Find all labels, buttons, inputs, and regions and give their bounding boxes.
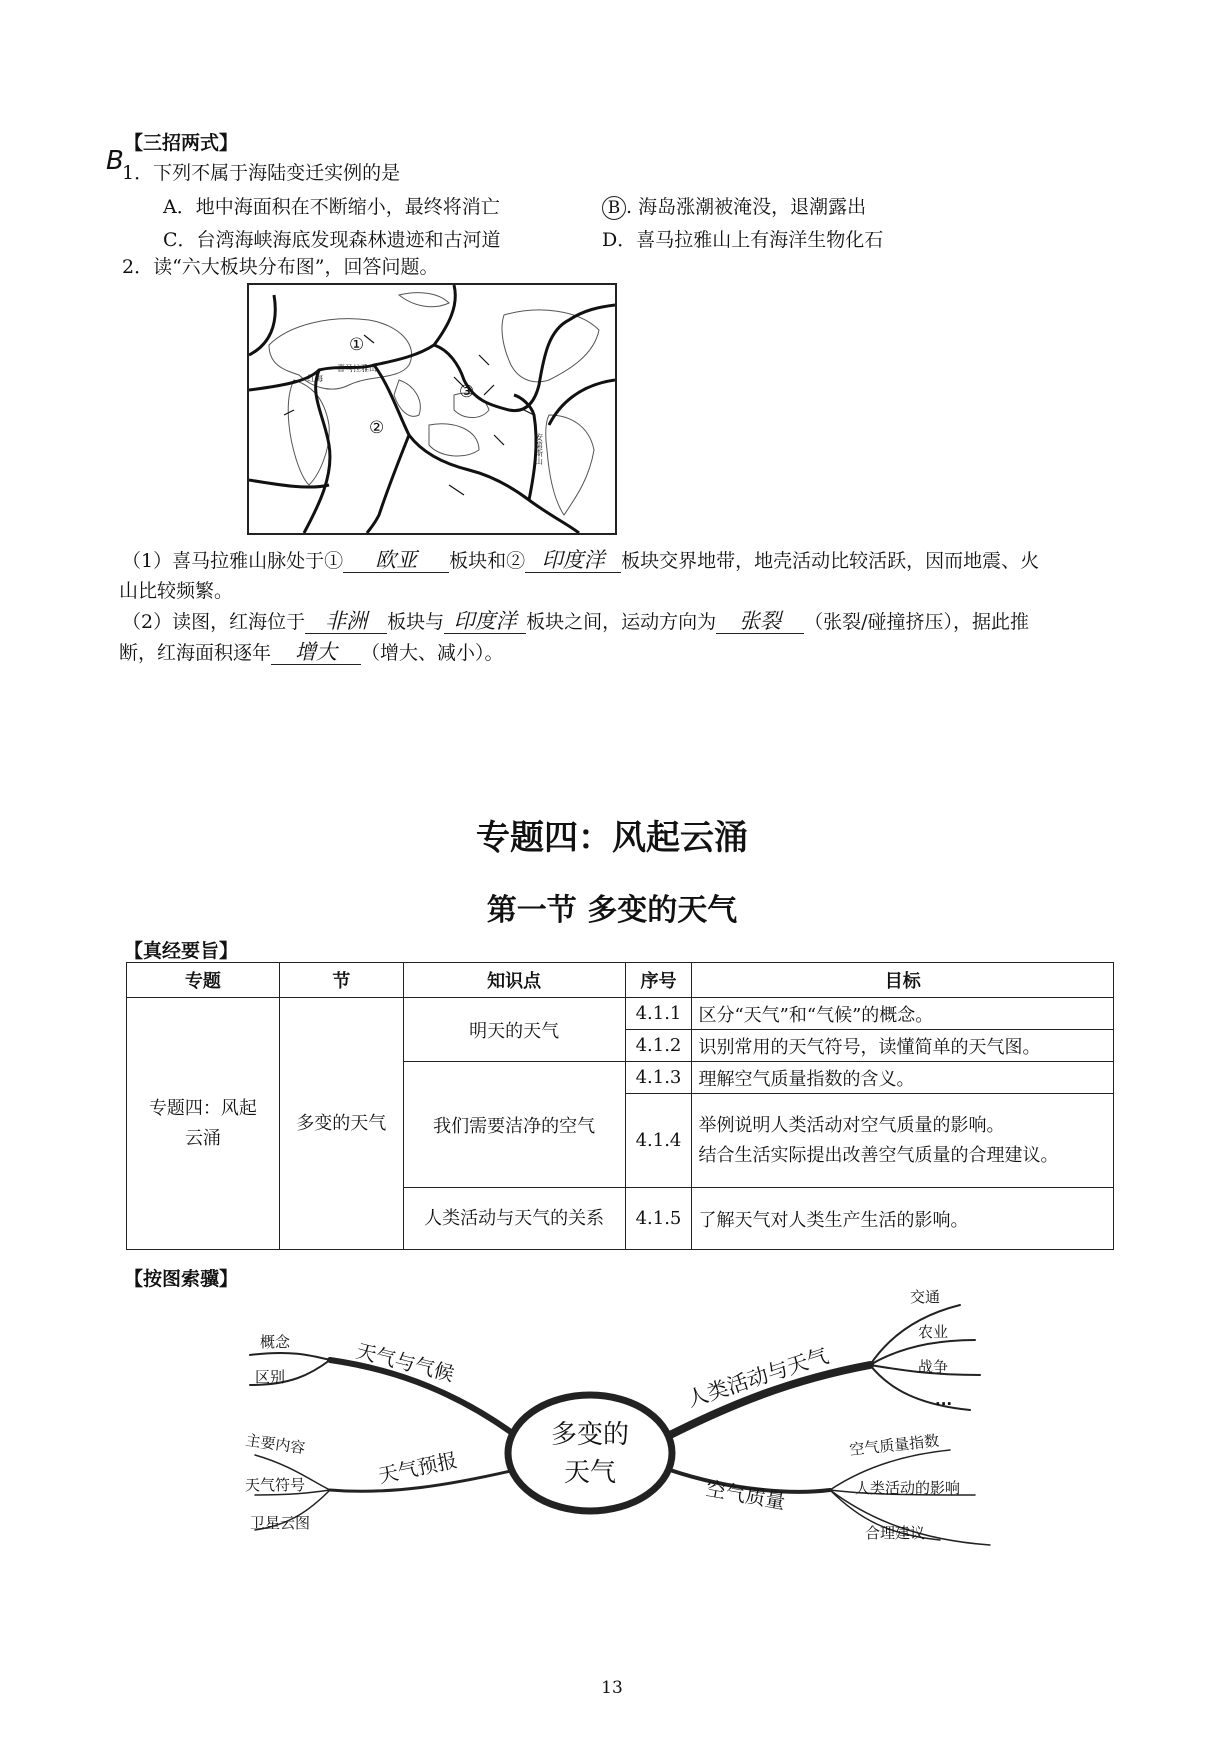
map-label-plate2: ② xyxy=(369,418,385,438)
mindmap-leaf-suggestions: 合理建议 xyxy=(865,1524,926,1542)
table-header-knowledge: 知识点 xyxy=(403,963,625,998)
mindmap-leaf-etc: ... xyxy=(935,1391,953,1409)
mindmap-center-line2: 天气 xyxy=(563,1458,617,1488)
q2-sub1-line1 xyxy=(122,546,1039,576)
mindmap-branch-human-activity: 人类活动与天气 xyxy=(684,1343,832,1412)
table-header-row xyxy=(127,963,1114,998)
q2-sub1-suffix: 板块交界地带，地壳活动比较活跃，因而地震、火 xyxy=(621,550,1040,572)
q2-sub2-line1 xyxy=(122,607,1029,637)
table-cell-goal-line1: 举例说明人类活动对空气质量的影响。 xyxy=(698,1114,1005,1136)
q1-option-a: A．地中海面积在不断缩小，最终将消亡 xyxy=(163,196,500,218)
page-number: 13 xyxy=(601,1678,623,1698)
q2-sub2-line2-suffix: （增大、减小）。 xyxy=(361,642,504,664)
table-cell-goal: 识别常用的天气符号，读懂简单的天气图。 xyxy=(692,1030,1114,1062)
plate-map xyxy=(247,283,617,535)
mindmap-branch-air-quality: 空气质量 xyxy=(704,1476,788,1514)
table-cell-kp2: 我们需要洁净的空气 xyxy=(403,1062,625,1188)
mindmap-leaf-traffic: 交通 xyxy=(910,1288,941,1306)
table-header-section: 节 xyxy=(279,963,403,998)
map-label-plate3: ③ xyxy=(459,382,475,402)
table-cell-kp3: 人类活动与天气的关系 xyxy=(403,1188,625,1250)
table-cell-num: 4.1.4 xyxy=(625,1094,692,1188)
q2-sub2-line2-prefix: 断，红海面积逐年 xyxy=(119,642,272,664)
q2-sub2-mid1: 板块与 xyxy=(387,611,445,633)
topic-title: 专题四：风起云涌 xyxy=(476,818,748,858)
q2-sub1-line2: 山比较频繁。 xyxy=(119,580,234,602)
table-cell-goal-line2: 结合生活实际提出改善空气质量的合理建议。 xyxy=(698,1144,1059,1166)
mindmap-branch-weather-climate: 天气与气候 xyxy=(353,1338,457,1387)
table-cell-num: 4.1.2 xyxy=(625,1030,692,1062)
table-cell-goal: 区分“天气”和“气候”的概念。 xyxy=(692,998,1114,1030)
mind-map-drawing xyxy=(230,1285,1010,1590)
table-row xyxy=(127,998,1114,1030)
table-cell-num: 4.1.3 xyxy=(625,1062,692,1094)
map-label-red-sea: 红海 xyxy=(307,374,323,383)
table-header-goal: 目标 xyxy=(692,963,1114,998)
mindmap-center-line1: 多变的 xyxy=(550,1420,630,1450)
q2-sub1-mid: 板块和② xyxy=(449,550,526,572)
plate-map-drawing xyxy=(249,285,615,533)
table-cell-goal: 理解空气质量指数的含义。 xyxy=(692,1062,1114,1094)
mindmap-leaf-human-impact: 人类活动的影响 xyxy=(855,1479,961,1497)
mindmap-leaf-weather-symbols: 天气符号 xyxy=(245,1476,306,1494)
section-label-sanzhao: 【三招两式】 xyxy=(124,132,239,154)
table-cell-goal: 了解天气对人类生产生活的影响。 xyxy=(692,1188,1114,1250)
standards-table xyxy=(126,962,1114,1250)
q2-sub1-prefix: （1）喜马拉雅山脉处于① xyxy=(122,550,344,572)
section-title: 第一节 多变的天气 xyxy=(486,893,738,928)
q2-sub2-answer3: 张裂 xyxy=(716,609,804,634)
mindmap-leaf-agriculture: 农业 xyxy=(918,1323,949,1341)
table-cell-num: 4.1.1 xyxy=(625,998,692,1030)
section-label-zhenjing: 【真经要旨】 xyxy=(124,940,239,962)
table-header-number: 序号 xyxy=(625,963,692,998)
table-cell-goal xyxy=(692,1094,1114,1188)
q1-option-b-text: . 海岛涨潮被淹没，退潮露出 xyxy=(626,196,867,218)
map-label-andes: 安第斯山 xyxy=(534,433,544,465)
q2-sub1-answer2: 印度洋 xyxy=(525,548,621,573)
mindmap-branch-forecast: 天气预报 xyxy=(376,1447,460,1488)
map-label-himalaya: 喜马拉雅山 xyxy=(337,364,377,373)
table-header-topic: 专题 xyxy=(127,963,280,998)
mindmap-leaf-aqi: 空气质量指数 xyxy=(848,1431,940,1459)
q2-sub2-answer2: 印度洋 xyxy=(444,609,526,634)
table-cell-section: 多变的天气 xyxy=(279,998,403,1250)
q2-sub2-answer4: 增大 xyxy=(271,640,361,665)
q1-handwritten-answer: B xyxy=(106,146,124,176)
q1-option-d: D．喜马拉雅山上有海洋生物化石 xyxy=(602,229,884,251)
q1-option-b xyxy=(602,192,866,220)
q2-sub2-prefix: （2）读图，红海位于 xyxy=(122,611,306,633)
table-cell-num: 4.1.5 xyxy=(625,1188,692,1250)
table-cell-topic: 专题四：风起云涌 xyxy=(127,998,280,1250)
section-label-antusuoji: 【按图索骥】 xyxy=(124,1268,239,1290)
q2-sub2-line2 xyxy=(119,638,504,668)
q2-sub2-suffix: （张裂/碰撞挤压），据此推 xyxy=(804,611,1030,633)
mindmap-leaf-difference: 区别 xyxy=(255,1368,286,1386)
q2-sub1-answer1: 欧亚 xyxy=(343,548,449,573)
mind-map xyxy=(230,1285,1010,1590)
q1-option-b-circled-letter: B xyxy=(602,196,626,220)
q2-sub2-answer1: 非洲 xyxy=(305,609,387,634)
mindmap-leaf-main-content: 主要内容 xyxy=(244,1431,307,1458)
table-cell-kp1: 明天的天气 xyxy=(403,998,625,1062)
q2-sub2-mid2: 板块之间，运动方向为 xyxy=(526,611,717,633)
mindmap-leaf-concept: 概念 xyxy=(260,1333,291,1351)
map-label-plate1: ① xyxy=(349,335,365,355)
q1-text: 1．下列不属于海陆变迁实例的是 xyxy=(122,162,401,184)
mindmap-leaf-satellite: 卫星云图 xyxy=(250,1514,311,1532)
q2-text: 2．读“六大板块分布图”，回答问题。 xyxy=(122,256,439,278)
mindmap-leaf-war: 战争 xyxy=(918,1358,949,1376)
q1-option-c: C．台湾海峡海底发现森林遗迹和古河道 xyxy=(163,229,501,251)
